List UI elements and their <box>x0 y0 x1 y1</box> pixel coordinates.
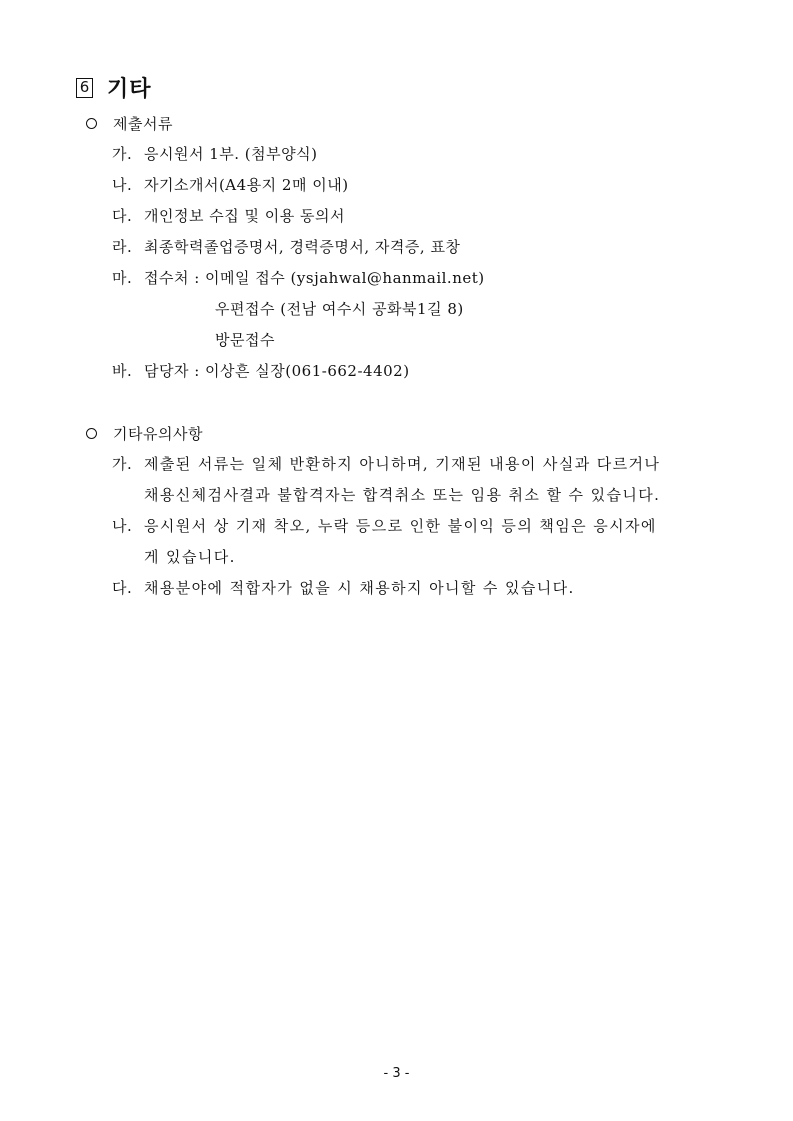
section-title: 기타 <box>107 77 152 102</box>
circle-bullet-icon <box>86 428 97 439</box>
page-number: - 3 - <box>383 1066 410 1081</box>
item-text: 응시원서 상 기재 착오, 누락 등으로 인한 불이익 등의 책임은 응시자에 <box>144 517 657 535</box>
list-item <box>86 263 485 294</box>
notes-title: 기타유의사항 <box>113 425 203 443</box>
item-text: 게 있습니다. <box>144 548 236 566</box>
list-item-continuation <box>86 542 236 573</box>
item-marker: 바. <box>112 362 133 380</box>
list-item-continuation <box>86 480 661 511</box>
contact-text: 담당자 : 이상흔 실장(061-662-4402) <box>144 362 410 380</box>
item-text: 채용분야에 적합자가 없을 시 채용하지 아니할 수 있습니다. <box>144 579 575 597</box>
item-marker: 다. <box>112 207 133 225</box>
item-text: 응시원서 1부. (첨부양식) <box>144 145 318 163</box>
documents-title: 제출서류 <box>113 115 173 133</box>
list-item <box>86 139 318 170</box>
item-marker: 마. <box>112 269 133 287</box>
notes-section <box>86 418 661 604</box>
list-item-continuation <box>86 294 464 325</box>
section-number-box: 6 <box>76 78 93 98</box>
item-text: 접수처 : 이메일 접수 (ysjahwal@hanmail.net) <box>144 269 485 287</box>
postal-reception: 우편접수 (전남 여수시 공화북1길 8) <box>215 300 464 318</box>
item-text: 개인정보 수집 및 이용 동의서 <box>144 207 345 225</box>
item-marker: 가. <box>112 145 133 163</box>
list-item <box>86 573 575 604</box>
item-text: 최종학력졸업증명서, 경력증명서, 자격증, 표창 <box>144 238 461 256</box>
list-item <box>86 449 661 480</box>
list-item <box>86 356 410 387</box>
list-item <box>86 201 345 232</box>
documents-section <box>86 108 485 387</box>
list-item <box>86 511 657 542</box>
list-item-continuation <box>86 325 275 356</box>
notes-header <box>86 418 203 449</box>
item-marker: 다. <box>112 579 133 597</box>
section-heading <box>76 72 152 103</box>
item-text: 제출된 서류는 일체 반환하지 아니하며, 기재된 내용이 사실과 다르거나 <box>144 455 661 473</box>
item-marker: 나. <box>112 517 133 535</box>
item-marker: 라. <box>112 238 133 256</box>
list-item <box>86 232 461 263</box>
circle-bullet-icon <box>86 118 97 129</box>
item-marker: 나. <box>112 176 133 194</box>
documents-header <box>86 108 173 139</box>
item-text: 자기소개서(A4용지 2매 이내) <box>144 176 349 194</box>
visit-reception: 방문접수 <box>215 331 275 349</box>
item-text: 채용신체검사결과 불합격자는 합격취소 또는 임용 취소 할 수 있습니다. <box>144 486 661 504</box>
item-marker: 가. <box>112 455 133 473</box>
list-item <box>86 170 349 201</box>
